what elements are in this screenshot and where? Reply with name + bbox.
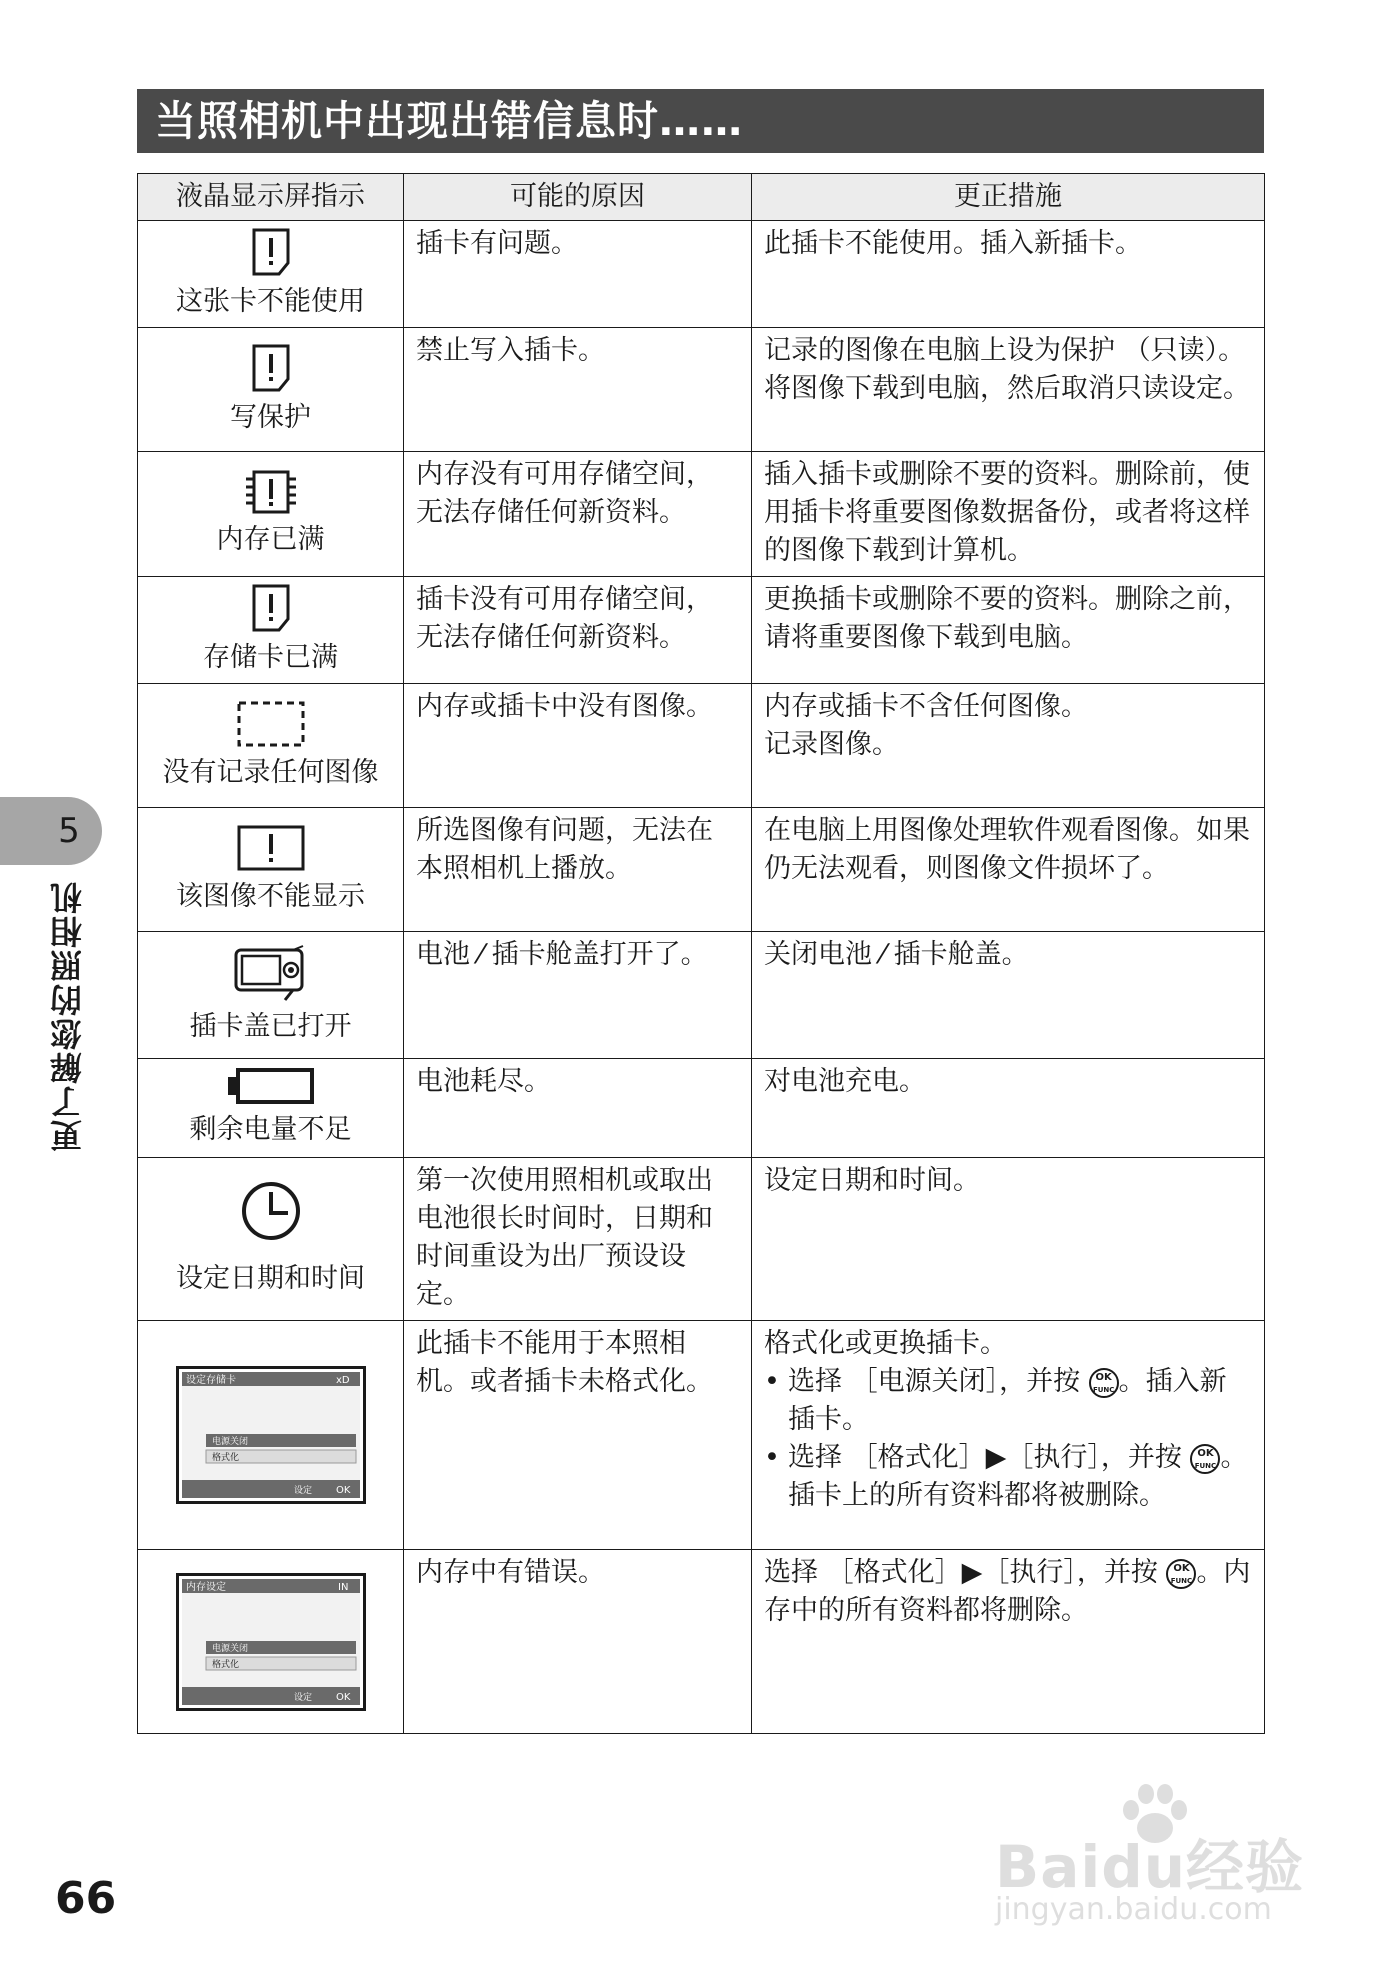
cause-cell: 电池耗尽。 xyxy=(404,1059,752,1158)
indicator-cell xyxy=(138,684,404,808)
screen-option-format: 格式化 xyxy=(211,1453,239,1463)
header-cause: 可能的原因 xyxy=(404,174,752,221)
bullet-dot: • xyxy=(764,1366,780,1397)
table-row xyxy=(138,221,1265,328)
page-number: 66 xyxy=(55,1873,117,1924)
action-cell xyxy=(752,684,1265,808)
action-cell: 更换插卡或删除不要的资料。删除之前，请将重要图像下载到电脑。 xyxy=(752,577,1265,684)
indicator-cell xyxy=(138,808,404,932)
card-cover-open-icon xyxy=(233,944,309,1002)
screen-option-format: 格式化 xyxy=(211,1659,239,1670)
indicator-label: 这张卡不能使用 xyxy=(176,286,365,317)
watermark xyxy=(995,1780,1325,1930)
battery-empty-icon xyxy=(226,1067,316,1105)
indicator-label: 剩余电量不足 xyxy=(189,1114,352,1145)
cause-cell: 第一次使用照相机或取出电池很长时间时，日期和时间重设为出厂预设设定。 xyxy=(404,1158,752,1321)
bullet-item xyxy=(764,1439,1252,1515)
action-line: 内存或插卡不含任何图像。 xyxy=(764,691,1088,722)
action-cell: 选择 ［格式化］▶［执行］，并按 OK FUNC 。内存中的所有资料都将删除。 xyxy=(752,1550,1265,1734)
indicator-cell xyxy=(138,1321,404,1550)
indicator-cell xyxy=(138,1158,404,1321)
screen-option-power-off: 电源关闭 xyxy=(211,1643,248,1654)
bullet-dot: • xyxy=(764,1442,780,1473)
cause-cell: 所选图像有问题，无法在本照相机上播放。 xyxy=(404,808,752,932)
action-cell xyxy=(752,1321,1265,1550)
watermark-url: jingyan.baidu.com xyxy=(995,1892,1272,1927)
bullet-item xyxy=(764,1363,1252,1439)
indicator-cell xyxy=(138,221,404,328)
indicator-label: 内存已满 xyxy=(216,524,325,555)
memory-full-icon xyxy=(244,469,298,515)
error-message-table xyxy=(137,173,1265,1734)
ok-func-button-icon: OK FUNC xyxy=(1089,1368,1119,1398)
clock-icon xyxy=(240,1180,302,1242)
table-row xyxy=(138,808,1265,932)
card-error-icon xyxy=(251,227,291,277)
table-row xyxy=(138,932,1265,1059)
cause-cell: 内存中有错误。 xyxy=(404,1550,752,1734)
cause-cell: 插卡没有可用存储空间，无法存储任何新资料。 xyxy=(404,577,752,684)
action-intro: 格式化或更换插卡。 xyxy=(764,1328,1007,1359)
indicator-cell xyxy=(138,452,404,577)
action-cell: 记录的图像在电脑上设为保护 （只读）。将图像下载到电脑，然后取消只读设定。 xyxy=(752,328,1265,452)
watermark-brand: Baidu经验 xyxy=(995,1833,1305,1901)
ok-func-button-icon: OK FUNC xyxy=(1190,1444,1220,1474)
cause-cell: 插卡有问题。 xyxy=(404,221,752,328)
table-row xyxy=(138,1158,1265,1321)
indicator-cell xyxy=(138,932,404,1059)
action-cell: 插入插卡或删除不要的资料。删除前，使用插卡将重要图像数据备份，或者将这样的图像下载到计算机。 xyxy=(752,452,1265,577)
header-indicator: 液晶显示屏指示 xyxy=(138,174,404,221)
page-title: 当照相机中出现出错信息时…… xyxy=(137,89,1264,153)
memory-setup-screen xyxy=(176,1573,366,1711)
cause-cell: 此插卡不能用于本照相机。或者插卡未格式化。 xyxy=(404,1321,752,1550)
screen-option-power-off: 电源关闭 xyxy=(211,1437,248,1447)
screen-title: 内存设定 xyxy=(185,1581,226,1593)
indicator-cell xyxy=(138,1550,404,1734)
table-row xyxy=(138,1059,1265,1158)
screen-footer: 设定 xyxy=(293,1486,312,1496)
card-error-icon xyxy=(251,343,291,393)
indicator-label: 插卡盖已打开 xyxy=(189,1011,352,1042)
ok-func-button-icon: OK FUNC xyxy=(1166,1559,1196,1589)
bullet-text: 选择 ［格式化］▶［执行］，并按 OK FUNC 。插卡上的所有资料都将被删除。 xyxy=(788,1442,1248,1511)
indicator-cell xyxy=(138,328,404,452)
indicator-cell xyxy=(138,1059,404,1158)
picture-error-icon xyxy=(236,824,306,872)
card-error-icon xyxy=(251,583,291,633)
indicator-label: 写保护 xyxy=(230,401,311,433)
screen-badge: xD xyxy=(335,1375,350,1386)
bullet-text: 选择 ［电源关闭］，并按 OK FUNC 。插入新插卡。 xyxy=(788,1366,1227,1435)
table-row xyxy=(138,1550,1265,1734)
no-image-icon xyxy=(236,700,306,748)
table-header-row xyxy=(138,174,1265,221)
action-cell: 对电池充电。 xyxy=(752,1059,1265,1158)
screen-title: 设定存储卡 xyxy=(185,1375,236,1386)
cause-cell: 内存或插卡中没有图像。 xyxy=(404,684,752,808)
card-setup-screen xyxy=(176,1366,366,1504)
cause-cell: 电池 ⁄ 插卡舱盖打开了。 xyxy=(404,932,752,1059)
screen-ok-label: OK xyxy=(335,1691,350,1703)
action-line: 记录图像。 xyxy=(764,729,899,760)
screen-footer: 设定 xyxy=(293,1692,312,1703)
indicator-label: 该图像不能显示 xyxy=(176,880,365,912)
indicator-cell xyxy=(138,577,404,684)
table-row xyxy=(138,1321,1265,1550)
cause-cell: 禁止写入插卡。 xyxy=(404,328,752,452)
indicator-label: 存储卡已满 xyxy=(203,642,338,673)
table-row xyxy=(138,684,1265,808)
table-row xyxy=(138,328,1265,452)
action-cell: 此插卡不能使用。插入新插卡。 xyxy=(752,221,1265,328)
chapter-title: 更了解您的照相机 xyxy=(49,880,87,1152)
header-action: 更正措施 xyxy=(752,174,1265,221)
table-row xyxy=(138,577,1265,684)
cause-cell: 内存没有可用存储空间，无法存储任何新资料。 xyxy=(404,452,752,577)
table-row xyxy=(138,452,1265,577)
action-cell: 在电脑上用图像处理软件观看图像。如果仍无法观看，则图像文件损坏了。 xyxy=(752,808,1265,932)
action-cell: 关闭电池 ⁄ 插卡舱盖。 xyxy=(752,932,1265,1059)
action-cell: 设定日期和时间。 xyxy=(752,1158,1265,1321)
screen-badge: IN xyxy=(337,1581,348,1593)
indicator-label: 没有记录任何图像 xyxy=(162,756,379,788)
chapter-tab: 5 xyxy=(0,797,102,865)
indicator-label: 设定日期和时间 xyxy=(176,1263,365,1294)
screen-ok-label: OK xyxy=(335,1485,350,1496)
